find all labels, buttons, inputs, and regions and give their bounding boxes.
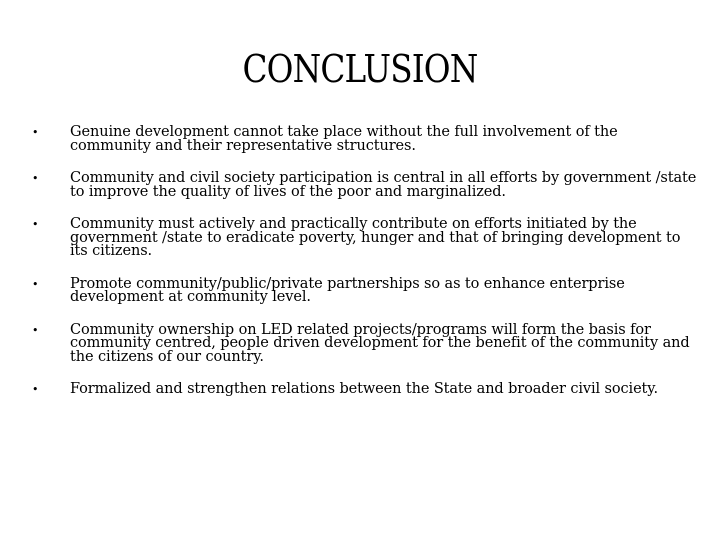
bullet-dot-icon: • [32,126,39,139]
bullet-text: Genuine development cannot take place without the full involvement of the community and their representative structures. [70,124,618,154]
bullet-text: Promote community/public/private partnerships so as to enhance enterprise development at community level. [70,275,625,305]
bullet-item-1 [30,126,700,153]
bullet-text: Community ownership on LED related projects/programs will form the basis for community centred, people driven development for the benefit of the community and the citizens of our country. [70,321,690,365]
slide-title: CONCLUSION [242,47,478,91]
bullet-dot-icon: • [32,323,39,337]
bullet-item-6 [30,383,700,397]
bullet-dot-icon: • [32,218,39,231]
bullet-list [30,126,700,397]
bullet-item-3 [30,218,700,259]
bullet-dot-icon: • [32,172,39,185]
bullet-item-5 [30,321,700,365]
bullet-text: Formalized and strengthen relations between the State and broader civil society. [70,381,658,397]
bullet-item-2 [30,172,700,199]
bullet-text: Community and civil society participation is central in all efforts by government /state to improve the quality of lives of the poor and marginalized. [70,170,697,200]
bullet-text: Community must actively and practically contribute on efforts initiated by the government /state to eradicate poverty, hunger and that of bringing development to its citizens. [70,216,681,259]
bullet-item-4 [30,275,700,305]
bullet-dot-icon: • [32,383,39,396]
bullet-dot-icon: • [32,277,39,291]
